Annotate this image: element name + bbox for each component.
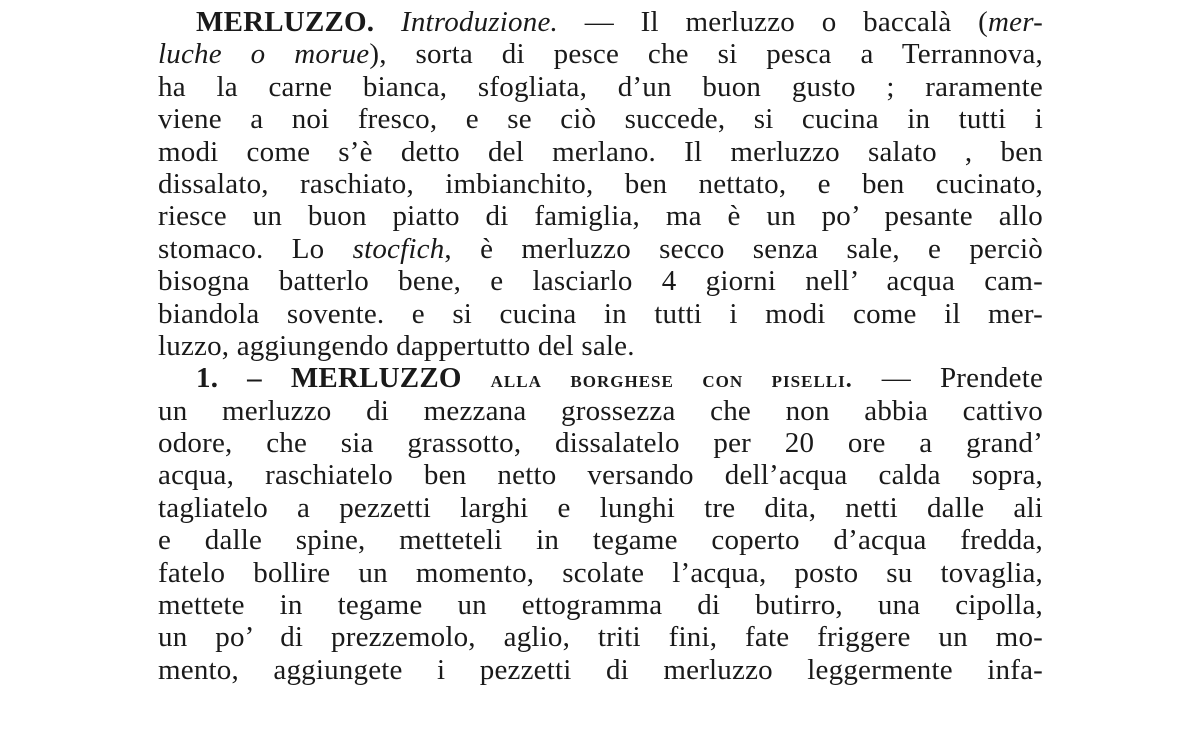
recipe-heading: MERLUZZO — [290, 362, 462, 395]
recipe-title-line — [158, 362, 1043, 394]
recipe-line: odore, che sia grassotto, dissalatelo per 20 ore a grand’ — [158, 427, 1043, 460]
recipe-first-line-rest: Prendete — [939, 362, 1044, 395]
recipe-line: mettete in tegame un ettogramma di butirro, una cipolla, — [158, 589, 1043, 622]
scanned-book-page — [158, 6, 1043, 686]
intro-line-7-part-0: stomaco. Lo — [158, 232, 353, 265]
entry-heading: MERLUZZO. — [196, 6, 375, 38]
intro-line: modi come s’è detto del merlano. Il merluzzo salato , ben — [158, 135, 1043, 168]
intro-line: dissalato, raschiato, imbianchito, ben nettato, e ben cucinato, — [158, 167, 1043, 200]
intro-line — [158, 38, 1043, 70]
intro-line: bisogna batterlo bene, e lasciarlo 4 giorni nell’ acqua cam- — [158, 265, 1043, 298]
entry-dash: — — [584, 6, 614, 38]
intro-line: biandola sovente. e si cucina in tutti i modi come il mer- — [158, 297, 1043, 330]
intro-line-0-part-0: Il merluzzo o baccalà ( — [640, 6, 989, 38]
recipe-line: acqua, raschiatelo ben netto versando dell’acqua calda sopra, — [158, 459, 1043, 492]
intro-line-1-part-0: luche o morue — [158, 38, 370, 71]
intro-line-1-part-1: ), sorta di pesce che si pesca a Terrannova, — [369, 38, 1043, 71]
recipe-number: 1. – — [196, 362, 262, 395]
entry-subheading: Introduzione. — [400, 6, 558, 38]
intro-line-7-part-2: , è merluzzo secco senza sale, e perciò — [444, 232, 1043, 265]
recipe-line: tagliatelo a pezzetti larghi e lunghi tre dita, netti dalle ali — [158, 491, 1043, 524]
intro-line-7-part-1: stocfich — [352, 232, 445, 265]
recipe-line: un merluzzo di mezzana grossezza che non abbia cattivo — [158, 394, 1043, 427]
intro-line: ha la carne bianca, sfogliata, d’un buon gusto ; raramente — [158, 70, 1043, 103]
recipe-line: fatelo bollire un momento, scolate l’acqua, posto su tovaglia, — [158, 556, 1043, 589]
intro-line: riesce un buon piatto di famiglia, ma è un po’ pesante allo — [158, 200, 1043, 233]
recipe-line: e dalle spine, metteteli in tegame coperto d’acqua fredda, — [158, 524, 1043, 557]
recipe-line: mento, aggiungete i pezzetti di merluzzo leggermente infa- — [158, 653, 1043, 686]
recipe-line: un po’ di prezzemolo, aglio, triti fini, fate friggere un mo- — [158, 621, 1043, 654]
recipe-subheading: alla borghese con piselli. — [490, 367, 853, 394]
recipe-dash: — — [881, 362, 911, 395]
entry-title-line — [158, 6, 1043, 38]
intro-line-0-part-1: mer- — [988, 6, 1044, 38]
intro-line: viene a noi fresco, e se ciò succede, si cucina in tutti i — [158, 103, 1043, 136]
intro-line — [158, 233, 1043, 265]
intro-line: luzzo, aggiungendo dappertutto del sale. — [158, 329, 635, 362]
